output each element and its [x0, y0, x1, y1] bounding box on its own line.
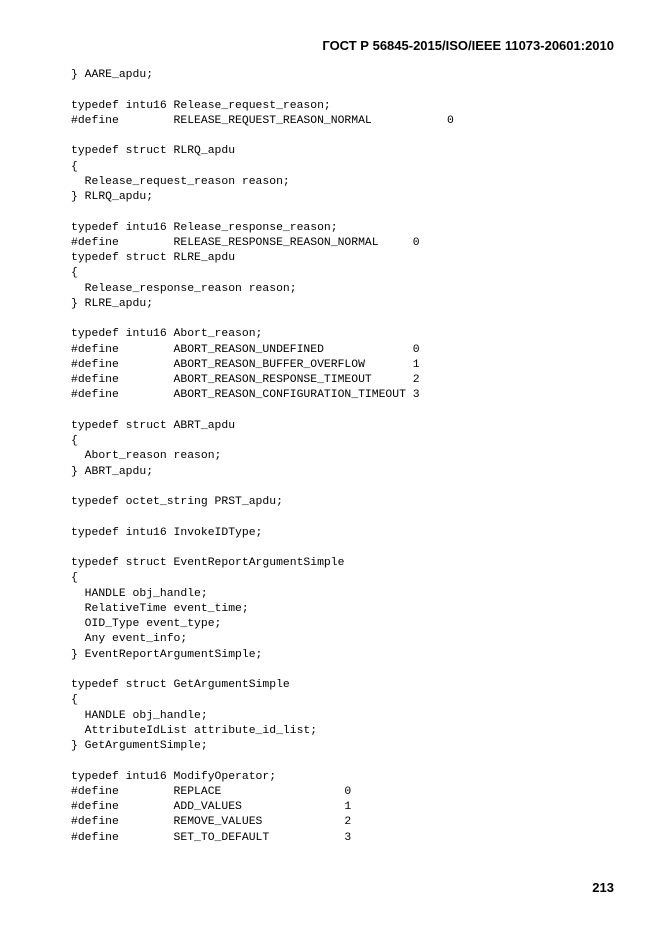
- code-line: HANDLE obj_handle;: [71, 709, 208, 722]
- code-line: Release_request_reason reason;: [71, 175, 290, 188]
- code-line: typedef struct EventReportArgumentSimple: [71, 557, 345, 569]
- code-line: {: [71, 435, 78, 447]
- code-line: [71, 663, 454, 678]
- code-line: [71, 404, 454, 419]
- code-line: #define ADD_VALUES 1: [71, 801, 352, 813]
- code-line: #define RELEASE_RESPONSE_REASON_NORMAL 0: [71, 236, 420, 249]
- code-listing: [71, 68, 454, 846]
- code-line: #define ABORT_REASON_RESPONSE_TIMEOUT 2: [71, 374, 420, 386]
- code-line: typedef octet_string PRST_apdu;: [71, 496, 283, 508]
- code-line: [71, 205, 454, 220]
- code-line: typedef intu16 Release_response_reason;: [71, 221, 338, 234]
- code-line: typedef struct RLRQ_apdu: [71, 145, 236, 158]
- code-line: Abort_reason reason;: [71, 450, 222, 463]
- code-line: #define ABORT_REASON_UNDEFINED 0: [71, 343, 420, 356]
- code-line: typedef intu16 InvokeIDType;: [71, 526, 263, 539]
- code-line: [71, 754, 454, 769]
- code-line: } RLRQ_apdu;: [71, 191, 154, 203]
- code-line: #define REMOVE_VALUES 2: [71, 816, 352, 829]
- code-line: typedef intu16 Release_request_reason;: [71, 99, 331, 112]
- code-line: [71, 312, 454, 327]
- code-line: } RLRE_apdu;: [71, 297, 154, 310]
- page-number: 213: [592, 880, 614, 895]
- code-line: } EventReportArgumentSimple;: [71, 648, 263, 661]
- code-line: {: [71, 267, 78, 280]
- code-line: } AARE_apdu;: [71, 69, 154, 81]
- code-line: [71, 541, 454, 556]
- code-line: typedef intu16 Abort_reason;: [71, 328, 263, 341]
- standard-header: ГОСТ Р 56845-2015/ISO/IEEE 11073-20601:2010: [322, 38, 614, 53]
- code-line: typedef intu16 ModifyOperator;: [71, 770, 277, 783]
- code-line: } GetArgumentSimple;: [71, 740, 208, 752]
- code-line: AttributeIdList attribute_id_list;: [71, 724, 318, 737]
- code-line: {: [71, 160, 78, 173]
- code-line: #define SET_TO_DEFAULT 3: [71, 831, 352, 844]
- code-line: #define ABORT_REASON_BUFFER_OVERFLOW 1: [71, 358, 420, 371]
- code-line: Any event_info;: [71, 633, 188, 646]
- code-line: Release_response_reason reason;: [71, 282, 297, 295]
- code-line: typedef struct ABRT_apdu: [71, 419, 236, 432]
- code-line: RelativeTime event_time;: [71, 602, 249, 615]
- code-line: #define REPLACE 0: [71, 785, 352, 798]
- code-line: #define RELEASE_REQUEST_REASON_NORMAL 0: [71, 114, 454, 127]
- code-line: HANDLE obj_handle;: [71, 587, 208, 600]
- code-line: } ABRT_apdu;: [71, 465, 154, 478]
- code-line: {: [71, 694, 78, 707]
- code-line: [71, 510, 454, 525]
- code-line: typedef struct GetArgumentSimple: [71, 679, 290, 691]
- code-line: OID_Type event_type;: [71, 618, 222, 630]
- code-line: [71, 480, 454, 495]
- code-line: {: [71, 572, 78, 585]
- code-line: #define ABORT_REASON_CONFIGURATION_TIMEOUT 3: [71, 389, 420, 402]
- code-line: typedef struct RLRE_apdu: [71, 252, 236, 264]
- code-line: [71, 129, 454, 144]
- code-line: [71, 83, 454, 98]
